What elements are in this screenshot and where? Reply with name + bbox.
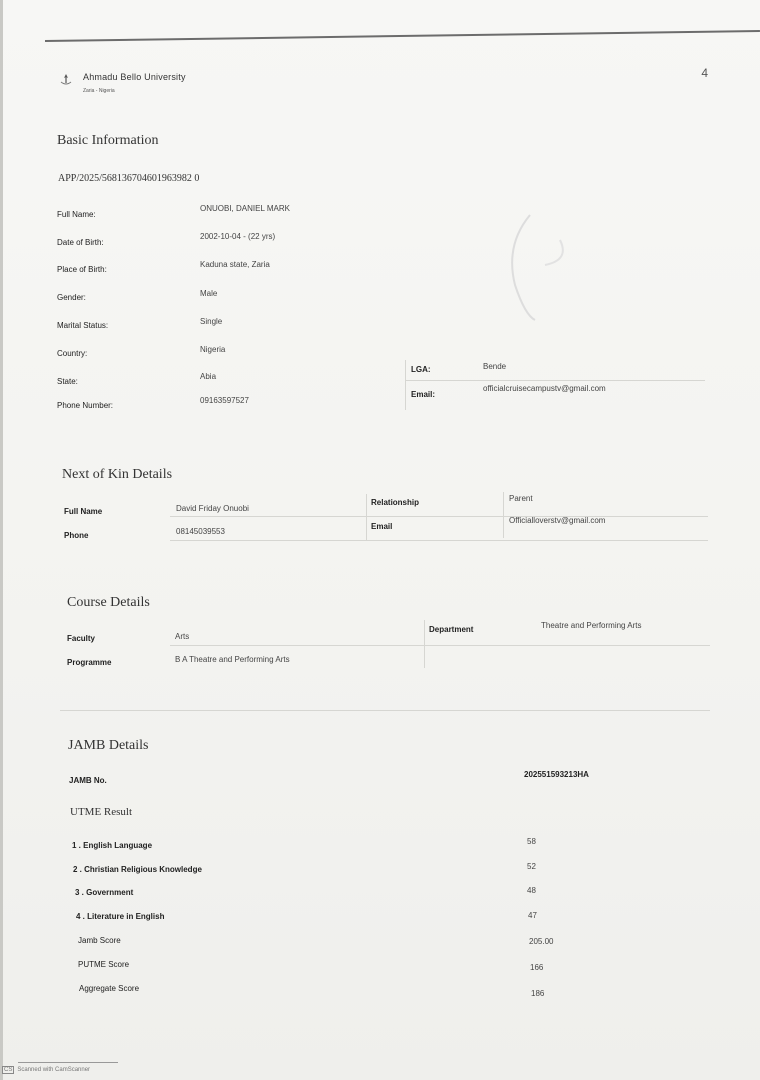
application-number: APP/2025/568136704601963982 0 [58,173,200,184]
subject-label: 4 . Literature in English [76,912,165,921]
subject-label: 2 . Christian Religious Knowledge [73,865,202,874]
aggregate-score-label: Aggregate Score [79,984,140,993]
divider [405,360,406,410]
kin-relationship-label: Relationship [371,498,420,507]
camscanner-icon: CS [4,1067,13,1073]
course-title: Course Details [67,595,150,610]
gender-value: Male [200,289,218,298]
subject-score: 47 [528,911,537,920]
email-label: Email: [411,390,436,399]
subject-label: 3 . Government [75,888,134,897]
divider [60,710,710,711]
marital-label: Marital Status: [57,321,109,330]
jamb-no-label: JAMB No. [69,776,107,785]
country-label: Country: [57,349,88,358]
divider [170,645,710,646]
gender-label: Gender: [57,293,86,302]
footer-line [18,1062,118,1063]
country-value: Nigeria [200,345,226,354]
corner-mark: 4 [701,66,708,80]
putme-score-label: PUTME Score [78,960,130,969]
kin-phone-label: Phone [64,531,89,540]
phone-label: Phone Number: [57,401,114,410]
university-location: Zaria - Nigeria [83,88,115,94]
programme-value: B A Theatre and Performing Arts [175,655,290,664]
kin-phone-value: 08145039553 [176,527,225,536]
divider [170,516,708,517]
pob-label: Place of Birth: [57,265,107,274]
kin-email-label: Email [371,522,393,531]
subject-score: 58 [527,837,536,846]
state-label: State: [57,377,78,386]
state-value: Abia [200,372,217,381]
jamb-title: JAMB Details [68,738,149,753]
subject-label: 1 . English Language [72,841,153,850]
email-value: officialcruisecampustv@gmail.com [483,384,606,393]
department-label: Department [429,625,474,634]
scanner-text: Scanned with CamScanner [17,1067,91,1073]
top-border-line [45,30,760,42]
department-value: Theatre and Performing Arts [541,621,642,630]
dob-value: 2002-10-04 - (22 yrs) [200,232,276,241]
lga-value: Bende [483,362,507,371]
kin-full-name-label: Full Name [64,507,103,516]
divider [424,620,425,668]
marital-value: Single [200,317,223,326]
pob-value: Kaduna state, Zaria [200,260,270,269]
university-name: Ahmadu Bello University [83,72,186,82]
divider [366,494,367,540]
utme-title: UTME Result [70,806,133,818]
jamb-score-value: 205.00 [529,937,554,946]
phone-value: 09163597527 [200,396,249,405]
programme-label: Programme [67,658,112,667]
divider [405,380,705,381]
university-logo-icon [58,73,74,87]
faculty-label: Faculty [67,634,96,643]
full-name-value: ONUOBI, DANIEL MARK [200,204,290,213]
divider [170,540,708,541]
kin-full-name-value: David Friday Onuobi [176,504,249,513]
dob-label: Date of Birth: [57,238,104,247]
page-edge [0,0,3,1080]
lga-label: LGA: [411,365,431,374]
subject-score: 48 [527,886,536,895]
jamb-no-value: 202551593213HA [524,770,589,779]
kin-email-value: Officialloverstv@gmail.com [509,516,606,525]
basic-info-title: Basic Information [57,133,159,148]
scanner-watermark [2,1066,90,1074]
watermark-seal-icon [500,205,580,325]
putme-score-value: 166 [530,963,544,972]
subject-score: 52 [527,862,536,871]
kin-title: Next of Kin Details [62,467,173,482]
divider [503,492,504,538]
kin-relationship-value: Parent [509,494,533,503]
faculty-value: Arts [175,632,190,641]
jamb-score-label: Jamb Score [78,936,121,945]
aggregate-score-value: 186 [531,989,545,998]
full-name-label: Full Name: [57,210,96,219]
